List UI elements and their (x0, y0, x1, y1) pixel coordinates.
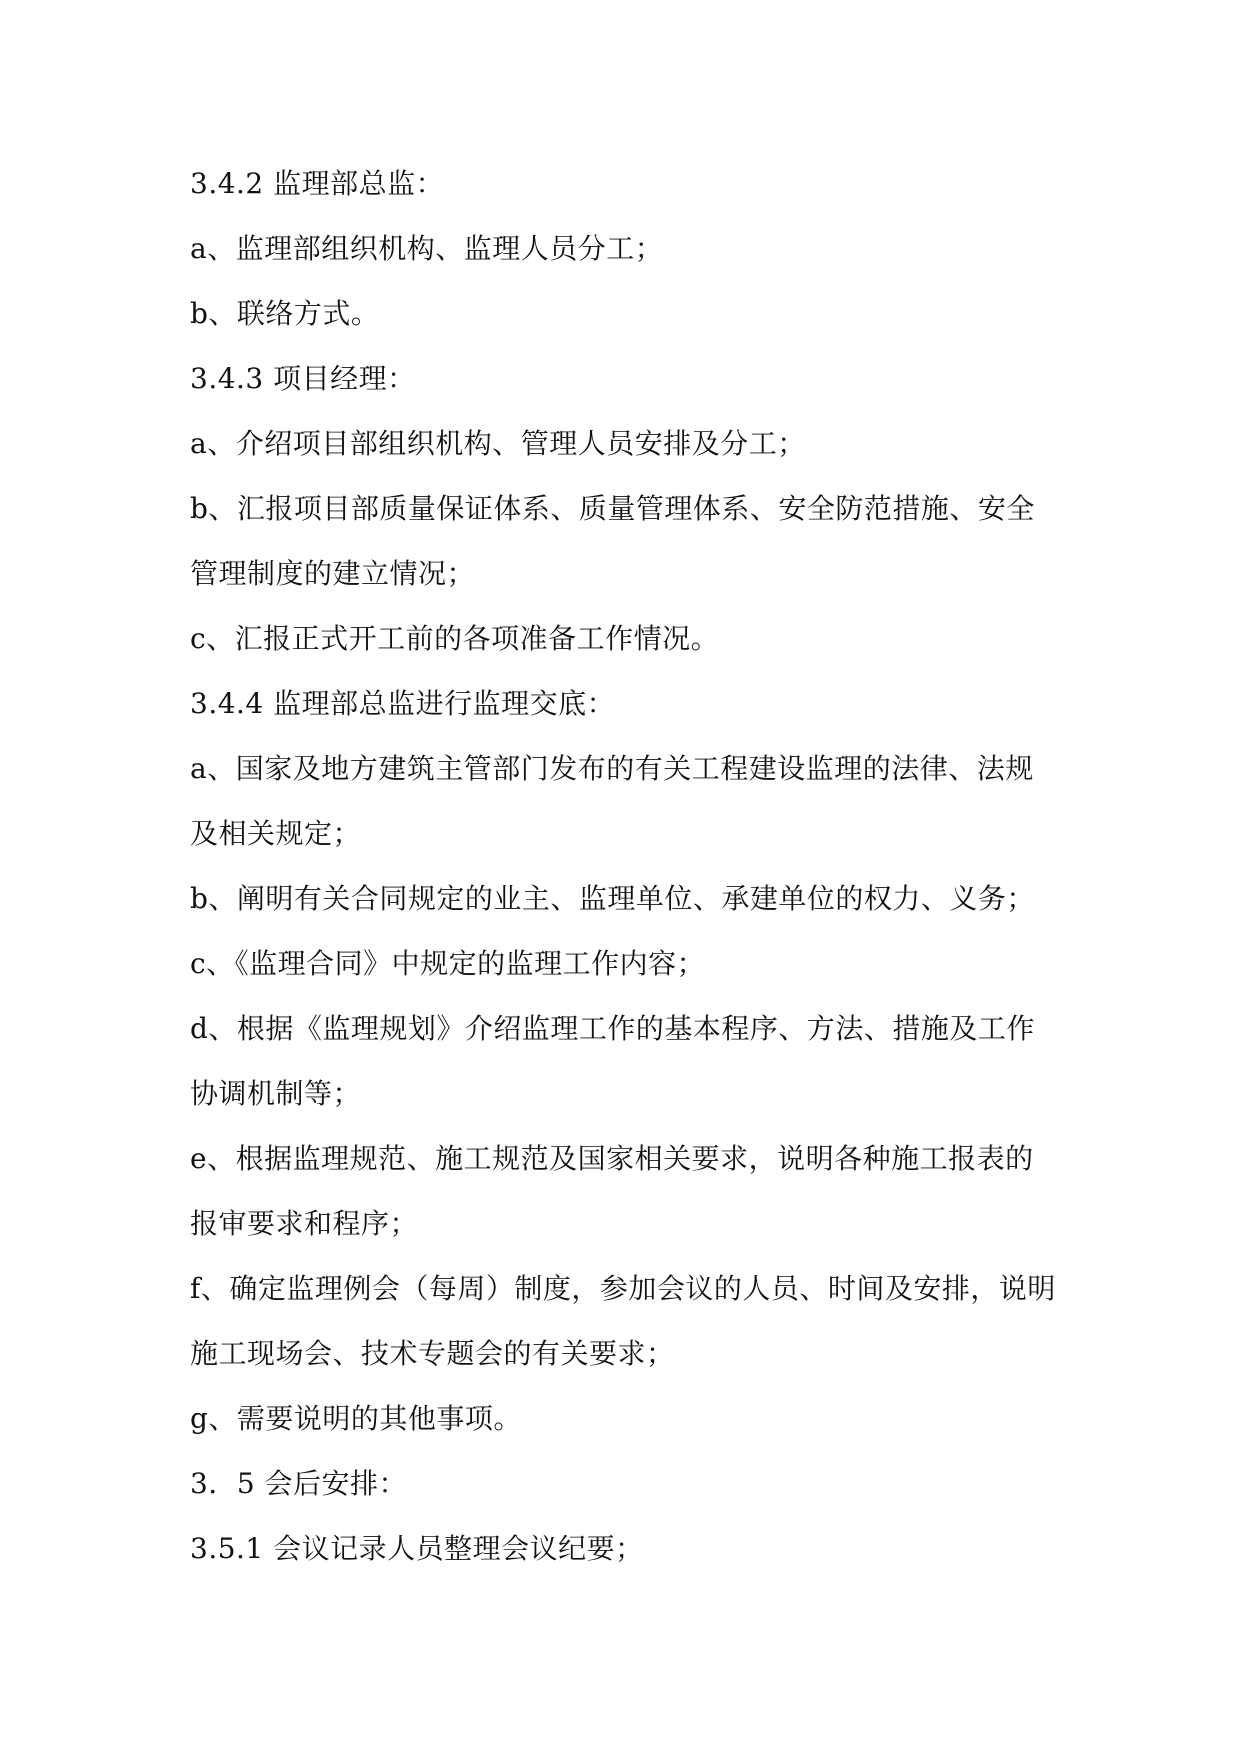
heading-3-4-2: 3.4.2 监理部总监： (190, 167, 445, 200)
list-item: f、确定监理例会（每周）制度，参加会议的人员、时间及安排，说明施工现场会、技术专题会的有关要求； (190, 1272, 1056, 1370)
heading-3-5-1: 3.5.1 会议记录人员整理会议纪要； (190, 1532, 644, 1565)
heading-3-5: 3．5 会后安排： (190, 1467, 408, 1500)
list-item: c、《监理合同》中规定的监理工作内容； (190, 947, 706, 980)
list-item: a、监理部组织机构、监理人员分工； (190, 232, 664, 265)
document-body (190, 151, 1060, 1581)
list-item: e、根据监理规范、施工规范及国家相关要求，说明各种施工报表的报审要求和程序； (190, 1142, 1034, 1240)
list-item: b、联络方式。 (190, 297, 380, 330)
list-item: g、需要说明的其他事项。 (190, 1402, 522, 1435)
list-item: b、汇报项目部质量保证体系、质量管理体系、安全防范措施、安全管理制度的建立情况； (190, 492, 1035, 590)
list-item: d、根据《监理规划》介绍监理工作的基本程序、方法、措施及工作协调机制等； (190, 1012, 1035, 1110)
heading-3-4-4: 3.4.4 监理部总监进行监理交底： (190, 687, 616, 720)
list-item: b、阐明有关合同规定的业主、监理单位、承建单位的权力、义务； (190, 882, 1035, 915)
list-item: a、国家及地方建筑主管部门发布的有关工程建设监理的法律、法规及相关规定； (190, 752, 1034, 850)
list-item: a、介绍项目部组织机构、管理人员安排及分工； (190, 427, 806, 460)
list-item: c、汇报正式开工前的各项准备工作情况。 (190, 622, 720, 655)
heading-3-4-3: 3.4.3 项目经理： (190, 362, 416, 395)
